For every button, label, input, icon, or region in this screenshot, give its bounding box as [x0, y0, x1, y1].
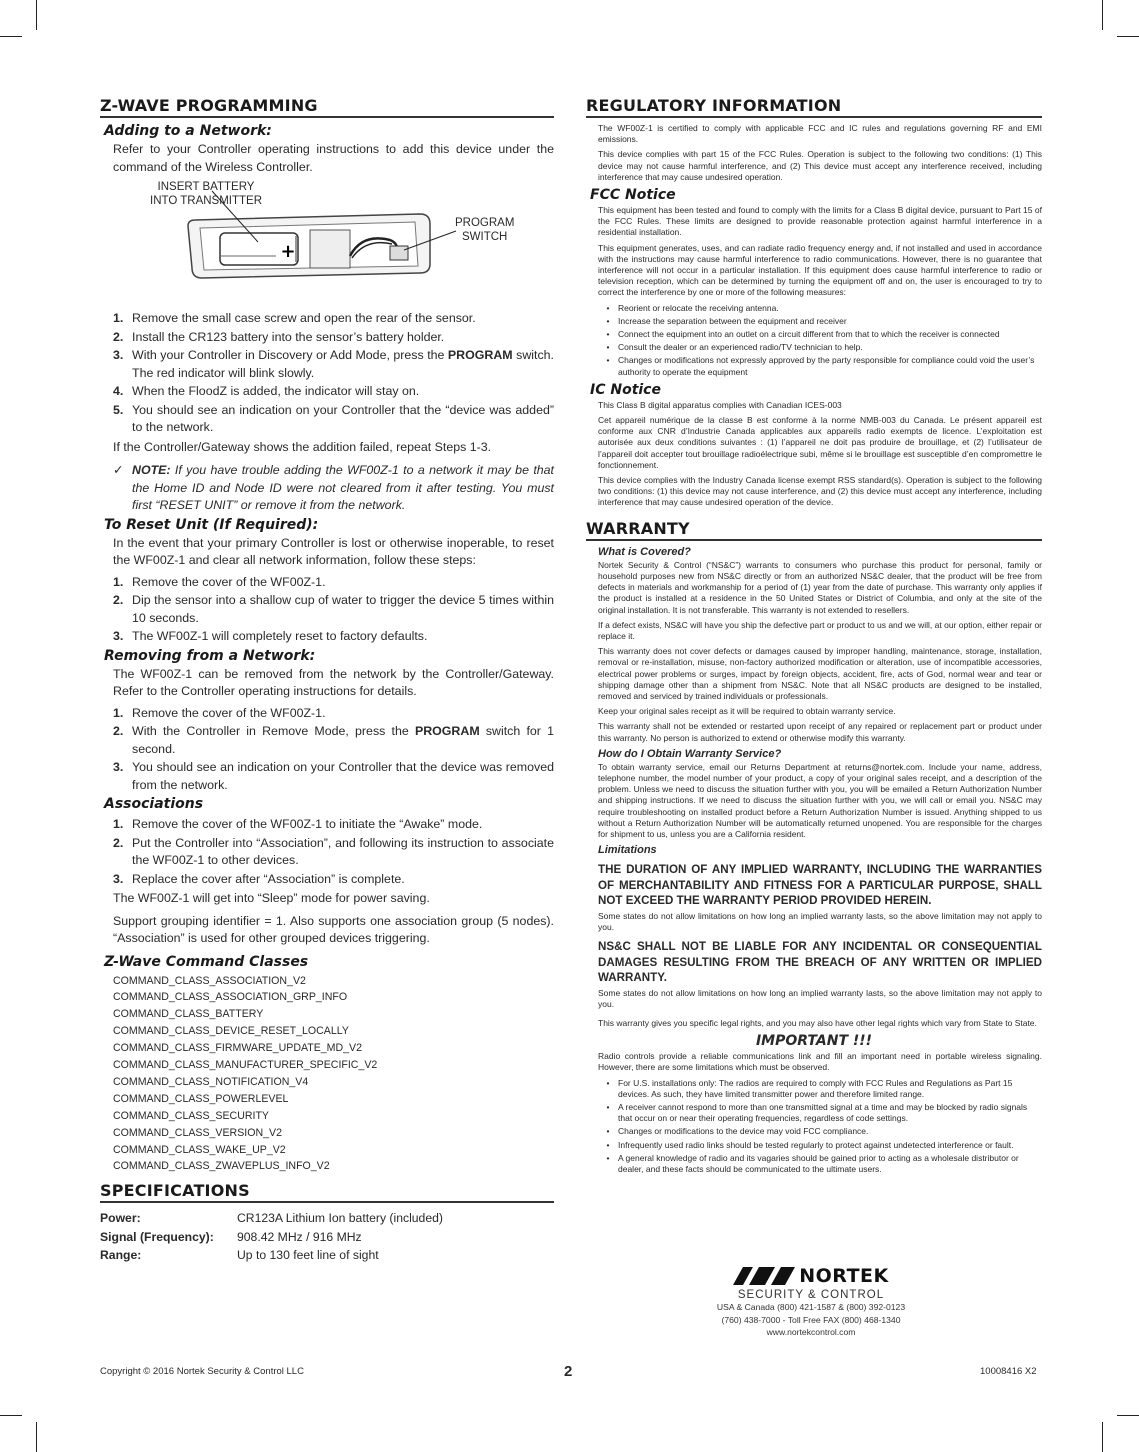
list-item: [598, 1078, 1042, 1100]
crop-mark: [0, 36, 22, 37]
bullet-icon: •: [606, 302, 610, 313]
list-item: [113, 705, 554, 723]
nortek-logo: [706, 1265, 916, 1287]
assoc-sleep-text: The WF00Z-1 will get into “Sleep” mode for power saving.: [113, 891, 430, 905]
covered-title: What is Covered?: [598, 545, 691, 558]
step-text: [132, 347, 554, 382]
list-item: [113, 628, 554, 646]
bullet-icon: •: [606, 315, 610, 326]
list-item: [113, 759, 554, 794]
covered-p1: Nortek Security & Control (“NS&C”) warrants to consumers who purchase this product for personal, family or household purposes new from NS&C directly or from an authorized NS&C dealer, that the product will be free from defects in materials and workmanship for a period of (1) year from the date of purchase. This warranty only applies if the product is installed at a residence in the 50 United States or District of Columbia, and only at the site of the original installation. It is not transferable. This warranty is not extended to resellers.: [598, 559, 1042, 615]
regulatory-title: REGULATORY INFORMATION: [586, 96, 1042, 118]
footer-code: 10008416 X2: [980, 1366, 1037, 1377]
list-item: COMMAND_CLASS_FIRMWARE_UPDATE_MD_V2: [113, 1042, 362, 1055]
fcc-p1: This equipment has been tested and found to comply with the limits for a Class B digital device, pursuant to Part 15 of the FCC Rules. These limits are designed to provide reasonable protection against harmful interference in a residential installation.: [598, 205, 1042, 238]
step-number: 2.: [113, 593, 124, 607]
step-number: 3.: [113, 348, 124, 362]
list-item: COMMAND_CLASS_SECURITY: [113, 1109, 269, 1122]
bullet-text: Reorient or relocate the receiving antenna.: [618, 302, 779, 313]
list-item: [598, 1126, 1042, 1137]
step-number: 1.: [113, 817, 124, 831]
step-text-part: With your Controller in Discovery or Add Mode, press the: [132, 348, 448, 362]
assoc-group-text: Support grouping identifier = 1. Also supports one association group (5 nodes). “Association” is used for other grouped devices triggering.: [113, 913, 554, 945]
bullet-text: Infrequently used radio links should be tested regularly to protect against undetected interference or fault.: [618, 1139, 1014, 1150]
nortek-mark-icon: [733, 1267, 795, 1285]
step-text: Put the Controller into “Association”, and following its instruction to associate the WF00Z-1 to other devices.: [132, 835, 554, 867]
regulatory-p1: The WF00Z-1 is certified to comply with applicable FCC and IC rules and regulations governing RF and EMI emissions.: [598, 123, 1042, 145]
list-item: [598, 1140, 1042, 1151]
list-item: [113, 574, 554, 592]
step-text: Remove the cover of the WF00Z-1.: [132, 705, 326, 720]
step-number: 3.: [113, 871, 124, 886]
nortek-phone-line1: USA & Canada (800) 421-1587 & (800) 392-0123: [716, 1302, 906, 1312]
fcc-title: FCC Notice: [590, 187, 676, 204]
list-item: COMMAND_CLASS_WAKE_UP_V2: [113, 1143, 286, 1156]
step-text: You should see an indication on your Controller that the “device was added” to the network.: [132, 402, 554, 434]
bullet-icon: •: [606, 1101, 610, 1112]
nortek-brand: NORTEK: [799, 1265, 889, 1287]
crop-mark: [1102, 0, 1103, 30]
reset-intro: In the event that your primary Controller is lost or otherwise inoperable, to reset the WF00Z-1 and clear all network information, follow these steps:: [113, 535, 554, 567]
nortek-logo-block: [706, 1265, 916, 1339]
list-item: [113, 347, 554, 382]
program-keyword: PROGRAM: [447, 348, 513, 362]
limitations-caps2: NS&C SHALL NOT BE LIABLE FOR ANY INCIDENTAL OR CONSEQUENTIAL DAMAGES RESULTING FROM THE BREACH OF ANY WRITTEN OR IMPLIED WARRANTY.: [598, 940, 1042, 985]
step-number: 1.: [113, 311, 124, 325]
regulatory-p2: This device complies with part 15 of the FCC Rules. Operation is subject to the following two conditions: (1) This device may not cause harmful interference, and (2) This device must accept any interference received, including interference that may cause undesired operation.: [598, 149, 1042, 182]
covered-p5: This warranty shall not be extended or restarted upon receipt of any repaired or replacement part or product under this warranty. No person is authorized to extend or otherwise modify this warranty.: [598, 721, 1042, 743]
remove-steps: [113, 705, 554, 795]
battery-plus-sign: +: [280, 241, 296, 262]
footer-copyright: Copyright © 2016 Nortek Security & Control LLC: [100, 1366, 304, 1377]
bullet-icon: •: [606, 1126, 610, 1137]
list-item: [113, 723, 554, 758]
left-column: [100, 96, 554, 1265]
limitations-caps1: THE DURATION OF ANY IMPLIED WARRANTY, INCLUDING THE WARRANTIES OF MERCHANTABILITY AND FITNESS FOR A PARTICULAR PURPOSE, SHALL NOT EXCEED THE WARRANTY PERIOD PROVIDED HEREIN.: [598, 863, 1042, 908]
list-item: [113, 835, 554, 870]
bullet-icon: •: [606, 355, 610, 366]
list-item: [598, 1153, 1042, 1175]
list-item: COMMAND_CLASS_NOTIFICATION_V4: [113, 1075, 309, 1088]
obtain-title: How do I Obtain Warranty Service?: [598, 747, 782, 760]
associations-title: Associations: [104, 796, 204, 812]
bullet-text: Changes or modifications to the device may void FCC compliance.: [618, 1126, 869, 1137]
fcc-bullets: [598, 303, 1042, 378]
list-item: [598, 342, 1042, 353]
bullet-icon: •: [606, 1077, 610, 1088]
covered-p2: If a defect exists, NS&C will have you ship the defective part or product to us and we will, at our option, either repair or replace it.: [598, 619, 1042, 641]
crop-mark: [1102, 1422, 1103, 1452]
crop-mark: [1117, 36, 1139, 37]
page-number: 2: [564, 1363, 573, 1380]
nortek-website: www.nortekcontrol.com: [766, 1327, 856, 1337]
step-number: 5.: [113, 402, 124, 417]
step-text-part: switch. The red indicator will blink slowly.: [132, 348, 555, 380]
step-text: Remove the cover of the WF00Z-1.: [132, 574, 326, 589]
table-row: [100, 1209, 554, 1228]
specifications-table: [100, 1209, 554, 1265]
command-classes-list: [113, 973, 554, 1176]
important-bullets: [598, 1078, 1042, 1176]
step-number: 1.: [113, 705, 124, 720]
bullet-icon: •: [606, 329, 610, 340]
important-intro: Radio controls provide a reliable communications link and fill an important need in portable wireless signaling. However, there are some limitations which must be observed.: [598, 1051, 1042, 1073]
important-title: IMPORTANT !!!: [755, 1033, 873, 1050]
list-item: [113, 402, 554, 437]
list-item: COMMAND_CLASS_VERSION_V2: [113, 1126, 282, 1139]
step-text: Remove the small case screw and open the rear of the sensor.: [132, 311, 476, 325]
list-item: [598, 355, 1042, 377]
fcc-p2: This equipment generates, uses, and can radiate radio frequency energy and, if not installed and used in accordance with the instructions may cause harmful interference to radio communications. However, there is no guarantee that interference will not occur in a particular installation. If this equipment does cause harmful interference to radio or television reception, which can be determined by turning the equipment off and on, the user is encouraged to try to correct the interference by one or more of the following measures:: [598, 242, 1042, 298]
crop-mark: [36, 0, 37, 30]
step-number: 3.: [113, 760, 124, 774]
bullet-text: Changes or modifications not expressly approved by the party responsible for compliance could void the user’s authority to operate the equipment: [618, 355, 1035, 377]
bullet-text: Consult the dealer or an experienced radio/TV technician to help.: [618, 342, 863, 353]
list-item: [113, 310, 554, 328]
bullet-text: A general knowledge of radio and its vagaries should be gained prior to acting as a wholesale distributor or dealer, and these facts should be communicated to the ultimate users.: [618, 1152, 1019, 1174]
spec-key: Signal (Frequency):: [100, 1229, 214, 1244]
diagram-label-program-line2: SWITCH: [462, 231, 508, 243]
adding-title: Adding to a Network:: [104, 123, 272, 139]
program-keyword: PROGRAM: [414, 724, 480, 738]
sensor-illustration: [100, 178, 554, 306]
list-item: [598, 1102, 1042, 1124]
step-number: 2.: [113, 724, 124, 738]
step-text: [132, 723, 554, 758]
nortek-phone-line2: (760) 438-7000 - Toll Free FAX (800) 468-1340: [721, 1314, 901, 1325]
step-number: 2.: [113, 329, 124, 344]
step-number: 1.: [113, 574, 124, 589]
nortek-subtitle: SECURITY & CONTROL: [737, 1289, 885, 1301]
limitations-p1: Some states do not allow limitations on how long an implied warranty lasts, so the above limitation may not apply to you.: [598, 910, 1042, 932]
zwave-section-title: Z-WAVE PROGRAMMING: [100, 96, 554, 118]
checkmark-icon: ✓: [113, 463, 124, 477]
step-number: 4.: [113, 384, 124, 398]
limitations-p3: This warranty gives you specific legal rights, and you may also have other legal rights which vary from State to State.: [598, 1017, 1037, 1028]
bullet-text: Increase the separation between the equipment and receiver: [618, 315, 847, 326]
adding-intro: Refer to your Controller operating instructions to add this device under the command of the Wireless Controller.: [113, 142, 554, 174]
crop-mark: [36, 1422, 37, 1452]
ic-p1: This Class B digital apparatus complies with Canadian ICES-003: [598, 399, 842, 410]
diagram-label-program-line1: PROGRAM: [455, 217, 515, 229]
list-item: COMMAND_CLASS_POWERLEVEL: [113, 1092, 289, 1105]
note-body: If you have trouble adding the WF00Z-1 to a network it may be that the Home ID and Node ID were not cleared from it after testing. You must first “RESET UNIT” or remove it from the network.: [132, 463, 554, 512]
right-column: [586, 96, 1042, 1179]
step-number: 2.: [113, 835, 124, 850]
bullet-text: A receiver cannot respond to more than one transmitted signal at a time and may be blocked by radio signals that occur on or near their operating frequencies, regardless of code settings.: [618, 1101, 1028, 1124]
spec-key: Range:: [100, 1248, 142, 1263]
list-item: [113, 383, 554, 401]
list-item: COMMAND_CLASS_ASSOCIATION_GRP_INFO: [113, 991, 348, 1004]
step-text-part: switch for 1 second.: [132, 724, 554, 756]
associations-steps: [113, 816, 554, 888]
step-number: 3.: [113, 629, 124, 643]
note-text: [132, 462, 554, 515]
crop-mark: [0, 1415, 22, 1416]
step-text: You should see an indication on your Controller that the device was removed from the network.: [132, 760, 554, 792]
ic-p2: Cet appareil numérique de la classe B est conforme à la norme NMB-003 du Canada. Le présent appareil est conforme aux CNR d’Industrie Canada applicables aux appareils radio exempts de licence. L’exploitation est autorisée aux deux conditions suivantes : (1) l’appareil ne doit pas produire de brouillage, et (2) l’utilisateur de l’appareil doit accepter tout brouillage radioélectrique subi, même si le brouillage est susceptible d’en compromettre le fonctionnement.: [598, 415, 1042, 470]
list-item: [598, 329, 1042, 340]
covered-p4: Keep your original sales receipt as it will be required to obtain warranty service.: [598, 706, 896, 717]
adding-steps: [113, 310, 554, 437]
step-text: When the FloodZ is added, the indicator will stay on.: [132, 384, 420, 398]
step-text: Install the CR123 battery into the sensor’s battery holder.: [132, 329, 445, 344]
covered-p3: This warranty does not cover defects or damages caused by improper handling, maintenance, storage, installation, removal or re-installation, misuse, non-factory authorized modification or alteration, use of incompatible accessories, electrical power problems or surges, impact by foreign objects, accident, fire, acts of God, normal wear and tear or shipping damage other than a shipment from NS&C. Note that all NS&C products are designed to be installed, removed and serviced by trained individuals or professionals.: [598, 646, 1042, 701]
bullet-text: Connect the equipment into an outlet on a circuit different from that to which the receiver is connected: [618, 329, 1000, 340]
reset-steps: [113, 574, 554, 646]
specifications-title: SPECIFICATIONS: [100, 1181, 554, 1203]
diagram-label-battery-line1: INSERT BATTERY: [157, 181, 255, 193]
table-row: [100, 1246, 554, 1265]
bullet-icon: •: [606, 1139, 610, 1150]
list-item: [113, 816, 554, 834]
spec-value: CR123A Lithium Ion battery (included): [237, 1211, 443, 1226]
sensor-diagram: [100, 178, 554, 306]
step-text: Remove the cover of the WF00Z-1 to initiate the “Awake” mode.: [132, 817, 483, 831]
note: [113, 462, 554, 515]
step-text: Replace the cover after “Association” is complete.: [132, 871, 405, 886]
list-item: [598, 303, 1042, 314]
bullet-icon: •: [606, 342, 610, 353]
list-item: COMMAND_CLASS_ZWAVEPLUS_INFO_V2: [113, 1160, 330, 1173]
remove-title: Removing from a Network:: [104, 647, 316, 664]
remove-intro: The WF00Z-1 can be removed from the network by the Controller/Gateway. Refer to the Controller operating instructions for details.: [113, 666, 554, 698]
spec-value: Up to 130 feet line of sight: [237, 1248, 379, 1263]
step-text-part: With the Controller in Remove Mode, press the: [132, 724, 415, 738]
ic-title: IC Notice: [590, 381, 661, 398]
limitations-p2: Some states do not allow limitations on how long an implied warranty lasts, so the above limitation may not apply to you.: [598, 987, 1042, 1009]
command-classes-title: Z-Wave Command Classes: [104, 953, 309, 970]
diagram-label-battery-line2: INTO TRANSMITTER: [150, 195, 263, 207]
step-text: The WF00Z-1 will completely reset to factory defaults.: [132, 629, 428, 643]
spec-value: 908.42 MHz / 916 MHz: [237, 1229, 362, 1244]
limitations-title: Limitations: [598, 844, 657, 857]
list-item: COMMAND_CLASS_ASSOCIATION_V2: [113, 974, 306, 987]
reset-title: To Reset Unit (If Required):: [104, 516, 319, 533]
bullet-icon: •: [606, 1152, 610, 1163]
ic-p3: This device complies with the Industry Canada license exempt RSS standard(s). Operation is subject to the following two conditions: (1) this device may not cause interference, and (2) this device must accept any interference, including interference that may cause undesired operation of the device.: [598, 475, 1042, 508]
table-row: [100, 1228, 554, 1247]
bullet-text: For U.S. installations only: The radios are required to comply with FCC Rules and Regulations as Part 15 devices. As such, they have limited transmitter power and therefore limited range.: [618, 1077, 1013, 1099]
obtain-p1: To obtain warranty service, email our Returns Department at returns@nortek.com. Include your name, address, telephone number, the model number of your product, a copy of your original sales receipt, and a description of the problem. Unless we need to discuss the situation further with you, you will be emailed a Return Authorization Number and shipping instructions. If we need to discuss the situation further with you, we will call or email you. NS&C may require troubleshooting on installed product before a Return Authorization Number is issued. Anything shipped to us without a Return Authorization Number will be automatically returned unopened. You are responsible for the charges for shipment to us, unless you are a California resident.: [598, 761, 1042, 839]
note-label: NOTE:: [132, 463, 171, 477]
list-item: COMMAND_CLASS_MANUFACTURER_SPECIFIC_V2: [113, 1059, 378, 1072]
adding-fail-text: If the Controller/Gateway shows the addition failed, repeat Steps 1-3.: [113, 439, 492, 454]
list-item: COMMAND_CLASS_DEVICE_RESET_LOCALLY: [113, 1025, 349, 1038]
warranty-title: WARRANTY: [586, 519, 1042, 541]
step-text: Dip the sensor into a shallow cup of water to trigger the device 5 times within 10 seconds.: [132, 593, 554, 625]
crop-mark: [1117, 1415, 1139, 1416]
spec-key: Power:: [100, 1211, 141, 1226]
list-item: [113, 871, 554, 889]
list-item: COMMAND_CLASS_BATTERY: [113, 1008, 264, 1021]
list-item: [113, 329, 554, 347]
list-item: [113, 592, 554, 627]
list-item: [598, 316, 1042, 327]
